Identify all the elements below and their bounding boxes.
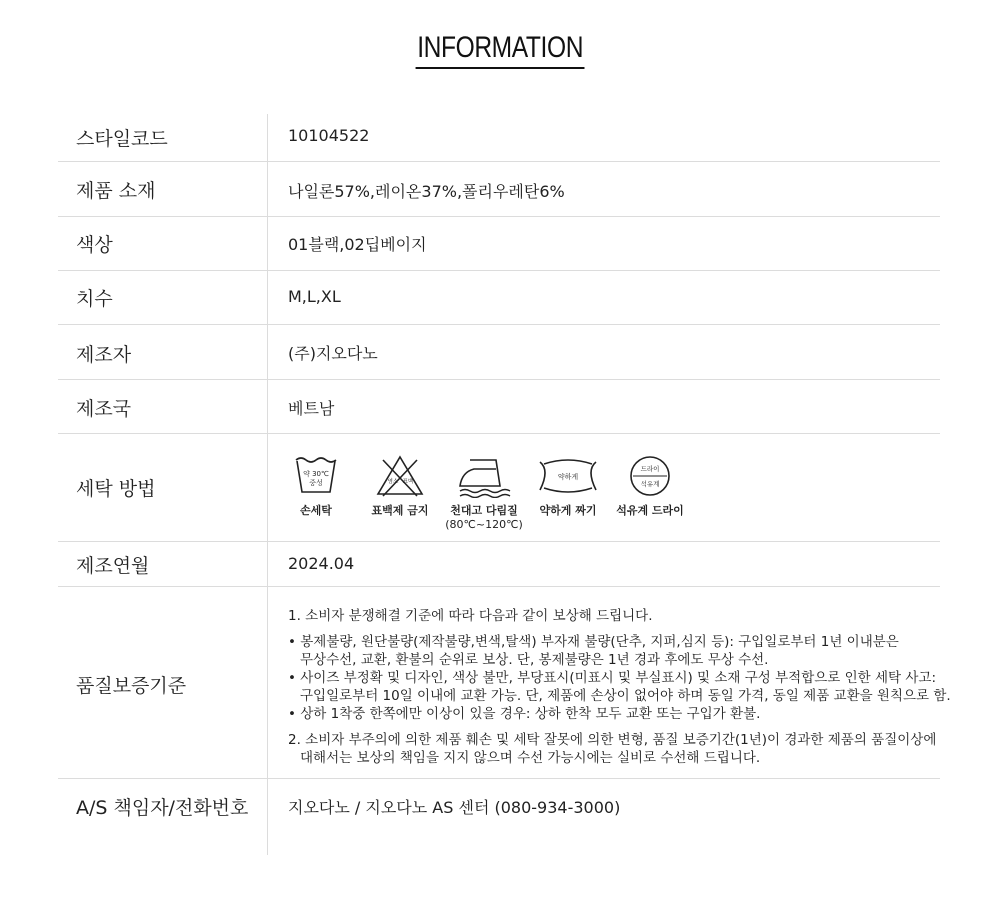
value-country: 베트남	[288, 399, 335, 418]
care-hand-wash	[276, 454, 356, 518]
label-size: 치수	[76, 288, 113, 310]
column-divider	[267, 587, 268, 778]
value-as: 지오다노 / 지오다노 AS 센터 (080-934-3000)	[288, 798, 621, 817]
row-size	[58, 271, 940, 325]
column-divider	[267, 542, 268, 586]
value-material: 나일론57%,레이온37%,폴리우레탄6%	[288, 182, 565, 201]
information-table	[58, 114, 951, 855]
label-date: 제조연월	[76, 555, 150, 577]
label-country: 제조국	[76, 398, 132, 420]
column-divider	[267, 162, 268, 216]
warranty-line: 구입일로부터 10일 이내에 교환 가능. 단, 제품에 손상이 없어야 하며 동일 가격, 동일 제품 교환을 원칙으로 함.	[300, 688, 951, 704]
warranty-line: 무상수선, 교환, 환불의 순위로 보상. 단, 봉제불량은 1년 경과 후에도 무상 수선.	[300, 652, 769, 668]
warranty-line: 1. 소비자 분쟁해결 기준에 따라 다음과 같이 보상해 드립니다.	[288, 608, 653, 624]
column-divider	[267, 217, 268, 270]
no-bleach-bleach: 표백	[402, 479, 414, 485]
value-manufacturer: (주)지오다노	[288, 344, 378, 363]
row-warranty	[58, 587, 951, 779]
warranty-line: • 사이즈 부정확 및 디자인, 색상 불만, 부당표시(미표시 및 부실표시) 및 소재 구성 부적합으로 인한 세탁 사고:	[288, 670, 937, 686]
label-wash: 세탁 방법	[76, 478, 156, 500]
page-title	[0, 30, 1000, 69]
label-as: A/S 책임자/전화번호	[76, 797, 249, 819]
label-manufacturer: 제조자	[76, 344, 132, 366]
warranty-line: 대해서는 보상의 책임을 지지 않으며 수선 가능시에는 실비로 수선해 드립니다.	[300, 750, 761, 766]
care-icons	[276, 454, 696, 534]
value-size: M,L,XL	[288, 287, 341, 306]
hand-wash-temp: 약 30℃	[303, 470, 329, 478]
column-divider	[267, 325, 268, 379]
no-bleach-icon	[375, 454, 425, 498]
value-style-code: 10104522	[288, 126, 370, 145]
no-bleach-caption: 표백제 금지	[371, 504, 429, 517]
warranty-text	[288, 607, 951, 767]
row-manufacturer	[58, 325, 940, 380]
row-color	[58, 217, 940, 271]
iron-caption: 천대고 다림질	[450, 504, 518, 517]
label-style-code: 스타일코드	[76, 128, 168, 150]
row-material	[58, 162, 940, 217]
label-warranty: 품질보증기준	[76, 675, 187, 697]
dry-clean-caption: 석유계 드라이	[616, 504, 684, 517]
hand-wash-caption: 손세탁	[300, 504, 332, 517]
column-divider	[267, 271, 268, 324]
column-divider	[267, 779, 268, 855]
column-divider	[267, 114, 268, 161]
row-date	[58, 542, 940, 587]
hand-wash-icon	[293, 454, 339, 498]
gentle-wring-icon	[538, 454, 598, 498]
column-divider	[267, 434, 268, 541]
row-country	[58, 380, 940, 434]
value-date: 2024.04	[288, 554, 355, 573]
dry-clean-icon	[627, 454, 673, 498]
warranty-line: • 봉제불량, 원단불량(제작불량,변색,탈색) 부자재 불량(단추, 지퍼,심지 등): 구입일로부터 1년 이내분은	[288, 634, 899, 650]
no-bleach-chlorine: 염소	[387, 479, 399, 485]
row-style-code	[58, 114, 940, 162]
care-no-bleach	[360, 454, 440, 518]
gentle-wring-text: 약하게	[557, 473, 579, 481]
value-color: 01블랙,02딥베이지	[288, 235, 427, 254]
column-divider	[267, 380, 268, 433]
hand-wash-detergent: 중성	[309, 479, 323, 487]
warranty-line: • 상하 1착중 한쪽에만 이상이 있을 경우: 상하 한착 모두 교환 또는 구입가 환불.	[288, 706, 761, 722]
title-text: INFORMATION	[415, 30, 584, 69]
iron-temperature: (80℃~120℃)	[445, 518, 523, 531]
row-wash	[58, 434, 940, 542]
dry-clean-top: 드라이	[640, 465, 660, 473]
dry-clean-bottom: 석유계	[640, 480, 660, 488]
care-iron	[444, 454, 524, 531]
iron-icon	[456, 454, 512, 498]
care-dry-clean	[610, 454, 690, 518]
label-material: 제품 소재	[76, 180, 156, 202]
label-color: 색상	[76, 234, 113, 256]
care-gentle-wring	[528, 454, 608, 518]
warranty-line: 2. 소비자 부주의에 의한 제품 훼손 및 세탁 잘못에 의한 변형, 품질 보증기간(1년)이 경과한 제품의 품질이상에	[288, 732, 937, 748]
row-as	[58, 779, 940, 855]
gentle-wring-caption: 약하게 짜기	[539, 504, 597, 517]
